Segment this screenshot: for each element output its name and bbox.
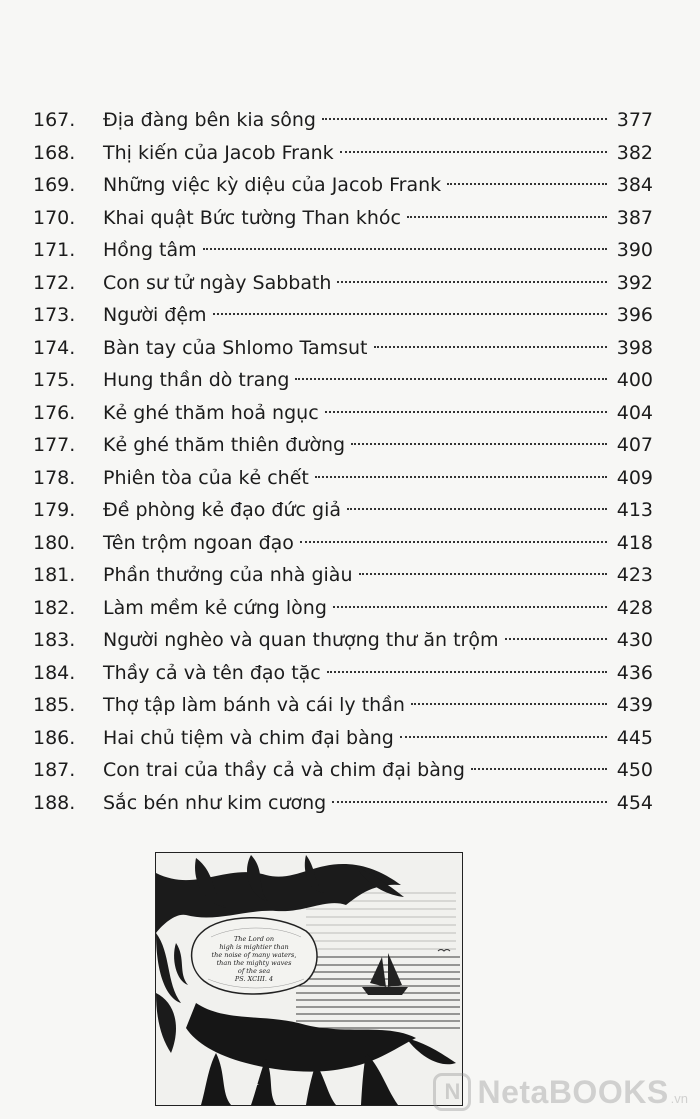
- toc-entry: [33, 592, 653, 625]
- toc-leader-dots: [203, 248, 607, 250]
- toc-title: Thị kiến của Jacob Frank: [103, 141, 334, 164]
- toc-page-number: 445: [616, 726, 653, 749]
- watermark-brand: NetaBOOKS: [477, 1073, 669, 1110]
- toc-page-number: 387: [616, 206, 653, 229]
- toc-leader-dots: [359, 573, 608, 575]
- inscription-line: the noise of many waters,: [211, 951, 297, 959]
- toc-entry: [33, 527, 653, 560]
- toc-page-number: 439: [616, 694, 653, 716]
- toc-page-number: 409: [616, 466, 653, 489]
- toc-title: Hung thần dò trang: [103, 369, 290, 391]
- toc-number: 181.: [33, 564, 76, 586]
- toc-entry: [33, 332, 653, 365]
- toc-number: 176.: [33, 401, 76, 424]
- toc-entry: [33, 299, 653, 332]
- toc-number: 174.: [33, 336, 76, 359]
- toc-title: Người nghèo và quan thượng thư ăn trộm: [103, 629, 499, 651]
- toc-number: 184.: [33, 661, 76, 684]
- toc-entry: [33, 169, 653, 202]
- toc-title: Kẻ ghé thăm hoả ngục: [103, 401, 319, 424]
- toc-title: Làm mềm kẻ cứng lòng: [103, 596, 327, 619]
- toc-leader-dots: [300, 541, 607, 543]
- toc-leader-dots: [447, 183, 607, 185]
- table-of-contents: [33, 104, 653, 819]
- toc-entry: [33, 624, 653, 657]
- toc-title: Hồng tâm: [103, 239, 197, 261]
- toc-number: 178.: [33, 466, 76, 489]
- toc-title: Đề phòng kẻ đạo đức giả: [103, 499, 341, 521]
- toc-number: 173.: [33, 304, 76, 326]
- toc-entry: [33, 462, 653, 495]
- toc-leader-dots: [325, 411, 607, 413]
- toc-page-number: 400: [616, 369, 653, 391]
- toc-leader-dots: [213, 313, 607, 315]
- toc-number: 182.: [33, 596, 76, 619]
- toc-leader-dots: [407, 216, 607, 218]
- toc-leader-dots: [315, 476, 607, 478]
- toc-leader-dots: [347, 508, 607, 510]
- toc-entry: [33, 754, 653, 787]
- inscription-line: of the sea: [237, 967, 271, 975]
- toc-leader-dots: [337, 281, 607, 283]
- toc-title: Người đệm: [103, 304, 207, 326]
- toc-number: 175.: [33, 369, 76, 391]
- toc-number: 183.: [33, 629, 76, 651]
- toc-leader-dots: [333, 606, 607, 608]
- inscription-line: PS. XCIII. 4: [234, 975, 274, 983]
- toc-number: 167.: [33, 109, 76, 131]
- toc-entry: [33, 234, 653, 267]
- toc-title: Thầy cả và tên đạo tặc: [103, 661, 321, 684]
- toc-page-number: 454: [616, 791, 653, 814]
- toc-leader-dots: [327, 671, 607, 673]
- toc-page-number: 423: [616, 564, 653, 586]
- toc-number: 187.: [33, 759, 76, 781]
- toc-entry: [33, 137, 653, 170]
- toc-page-number: 430: [616, 629, 653, 651]
- inscription-line: than the mighty waves: [216, 959, 292, 967]
- toc-leader-dots: [374, 346, 608, 348]
- toc-leader-dots: [351, 443, 607, 445]
- toc-entry: [33, 429, 653, 462]
- toc-title: Tên trộm ngoan đạo: [103, 531, 294, 554]
- toc-title: Sắc bén như kim cương: [103, 791, 327, 814]
- toc-number: 177.: [33, 434, 76, 456]
- toc-page-number: 450: [616, 759, 653, 781]
- toc-leader-dots: [400, 736, 607, 738]
- toc-title: Con trai của thầy cả và chim đại bàng: [103, 759, 465, 781]
- toc-number: 180.: [33, 531, 76, 554]
- toc-page-number: 407: [616, 434, 653, 456]
- toc-title: Những việc kỳ diệu của Jacob Frank: [103, 174, 442, 196]
- toc-entry: [33, 787, 653, 820]
- toc-title: Khai quật Bức tường Than khóc: [103, 206, 402, 229]
- toc-leader-dots: [322, 118, 607, 120]
- toc-page-number: 413: [616, 499, 653, 521]
- toc-entry: [33, 364, 653, 397]
- toc-page-number: 382: [616, 141, 653, 164]
- toc-number: 171.: [33, 239, 76, 261]
- netabooks-watermark: [433, 1073, 688, 1111]
- toc-entry: [33, 722, 653, 755]
- toc-page-number: 392: [616, 271, 653, 294]
- toc-entry: [33, 202, 653, 235]
- toc-number: 188.: [33, 791, 76, 814]
- toc-title: Con sư tử ngày Sabbath: [103, 271, 332, 294]
- toc-leader-dots: [471, 768, 607, 770]
- toc-entry: [33, 559, 653, 592]
- toc-entry: [33, 397, 653, 430]
- toc-page-number: 428: [616, 596, 653, 619]
- toc-page-number: 384: [616, 174, 653, 196]
- toc-title: Phiên tòa của kẻ chết: [103, 466, 309, 489]
- toc-number: 186.: [33, 726, 76, 749]
- toc-title: Địa đàng bên kia sông: [103, 109, 316, 131]
- toc-page-number: 390: [616, 239, 653, 261]
- toc-entry: [33, 104, 653, 137]
- toc-leader-dots: [411, 703, 607, 705]
- inscription-line: The Lord on: [233, 935, 275, 943]
- inscription-line: high is mightier than: [219, 943, 289, 951]
- toc-leader-dots: [340, 151, 607, 153]
- toc-page-number: 398: [616, 336, 653, 359]
- n-logo-icon: N: [433, 1073, 471, 1111]
- toc-page-number: 404: [616, 401, 653, 424]
- artist-monogram: JK: [248, 1078, 259, 1088]
- toc-page-number: 396: [616, 304, 653, 326]
- toc-entry: [33, 494, 653, 527]
- toc-title: Kẻ ghé thăm thiên đường: [103, 434, 346, 456]
- toc-leader-dots: [332, 801, 607, 803]
- watermark-tld: .vn: [670, 1090, 688, 1106]
- toc-number: 168.: [33, 141, 76, 164]
- toc-title: Thợ tập làm bánh và cái ly thần: [103, 694, 405, 716]
- engraving-illustration: [155, 852, 463, 1106]
- toc-page-number: 436: [616, 661, 653, 684]
- toc-title: Phần thưởng của nhà giàu: [103, 564, 353, 586]
- toc-page-number: 377: [616, 109, 653, 131]
- toc-title: Bàn tay của Shlomo Tamsut: [103, 336, 368, 359]
- toc-leader-dots: [295, 378, 607, 380]
- toc-entry: [33, 689, 653, 722]
- toc-entry: [33, 267, 653, 300]
- toc-number: 179.: [33, 499, 76, 521]
- toc-title: Hai chủ tiệm và chim đại bàng: [103, 726, 394, 749]
- seascape-engraving: [156, 853, 462, 1105]
- toc-number: 185.: [33, 694, 76, 716]
- toc-number: 169.: [33, 174, 76, 196]
- toc-page-number: 418: [616, 531, 653, 554]
- toc-number: 170.: [33, 206, 76, 229]
- toc-entry: [33, 657, 653, 690]
- toc-leader-dots: [505, 638, 607, 640]
- toc-number: 172.: [33, 271, 76, 294]
